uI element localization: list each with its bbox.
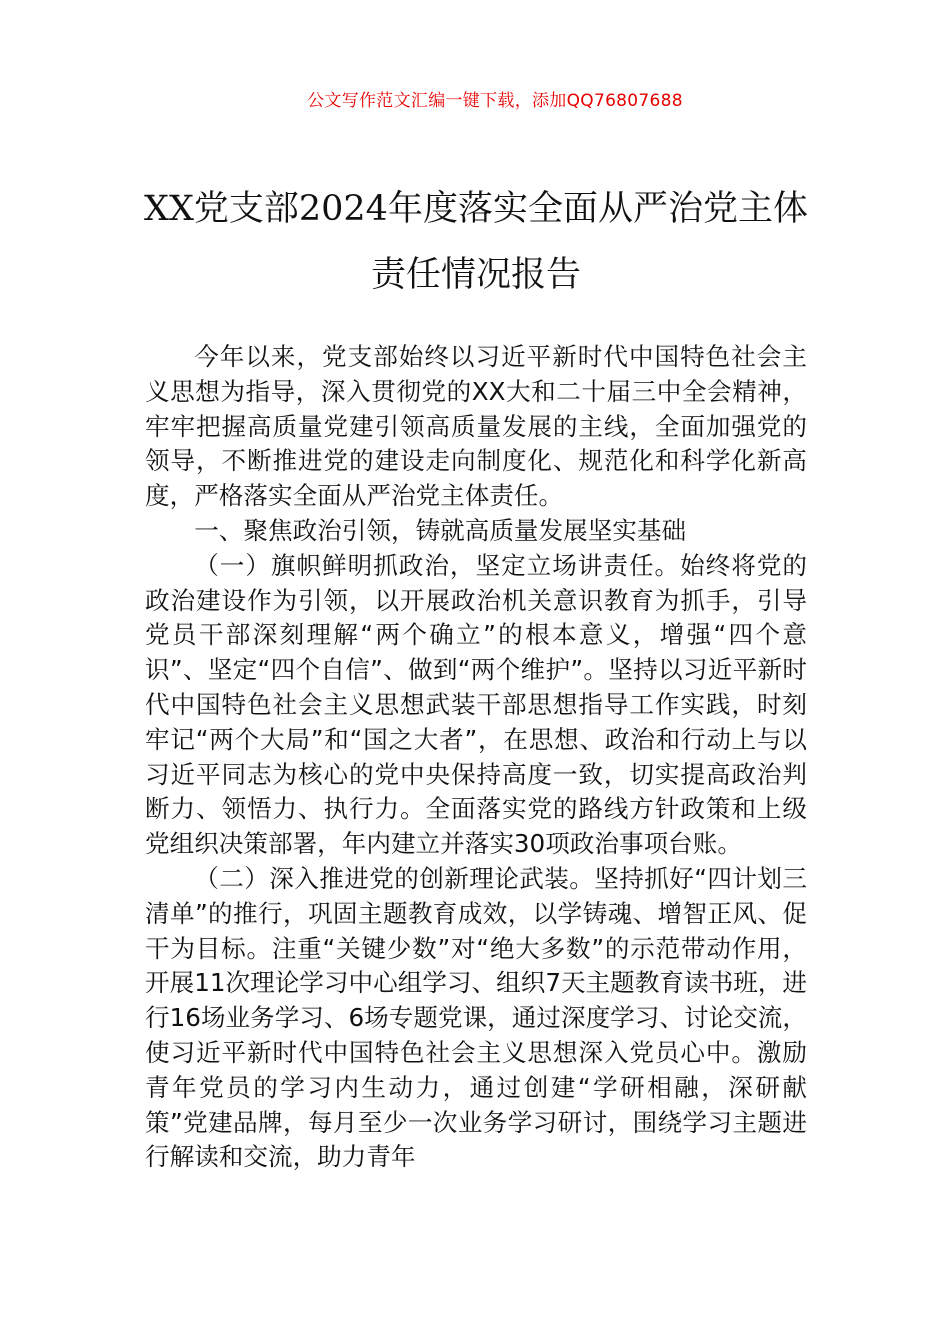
document-title: XX党支部2024年度落实全面从严治党主体责任情况报告 bbox=[144, 189, 808, 295]
download-promo-note: 公文写作范文汇编一键下载，添加QQ76807688 bbox=[307, 91, 683, 111]
section-heading-1: 一、聚焦政治引领，铸就高质量发展坚实基础 bbox=[194, 515, 687, 545]
subsection-paragraph-1: （一）旗帜鲜明抓政治，坚定立场讲责任。始终将党的政治建设作为引领，以开展政治机关意识教育为抓手，引导党员干部深刻理解“两个确立”的根本意义，增强“四个意识”、坚定“四个自信”、做到“两个维护”。坚持以习近平新时代中国特色社会主义思想武装干部思想指导工作实践，时刻牢记“两个大局”和“国之大者”，在思想、政治和行动上与以习近平同志为核心的党中央保持高度一致，切实提高政治判断力、领悟力、执行力。全面落实党的路线方针政策和上级党组织决策部署，年内建立并落实30项政治事项台账。 bbox=[145, 550, 807, 859]
intro-paragraph: 今年以来，党支部始终以习近平新时代中国特色社会主义思想为指导，深入贯彻党的XX大和二十届三中全会精神，牢牢把握高质量党建引领高质量发展的主线，全面加强党的领导，不断推进党的建设走向制度化、规范化和科学化新高度，严格落实全面从严治党主体责任。 bbox=[145, 342, 807, 511]
subsection-paragraph-2: （二）深入推进党的创新理论武装。坚持抓好“四计划三清单”的推行，巩固主题教育成效，以学铸魂、增智正风、促干为目标。注重“关键少数”对“绝大多数”的示范带动作用，开展11次理论学习中心组学习、组织7天主题教育读书班，进行16场业务学习、6场专题党课，通过深度学习、讨论交流，使习近平新时代中国特色社会主义思想深入党员心中。激励青年党员的学习内生动力，通过创建“学研相融，深研献策”党建品牌，每月至少一次业务学习研讨，围绕学习主题进行解读和交流，助力青年 bbox=[145, 863, 807, 1172]
document-body bbox=[145, 340, 807, 1175]
